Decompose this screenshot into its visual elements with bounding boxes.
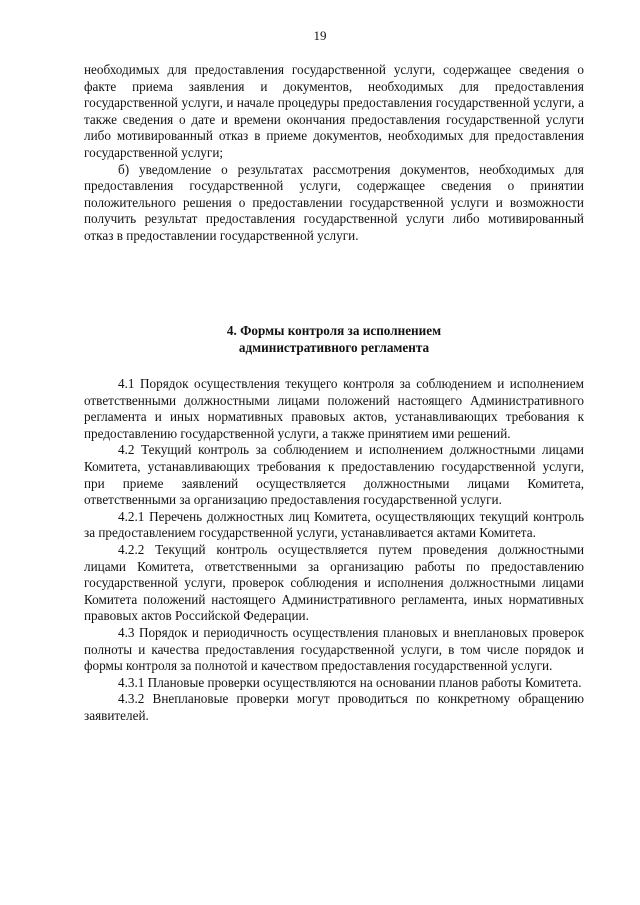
paragraph-4-3-2: 4.3.2 Внеплановые проверки могут проводиться по конкретному обращению заявителей. [84,691,584,723]
paragraph-b-notification: б) уведомление о результатах рассмотрения документов, необходимых для предоставления государственной услуги, содержащее сведения о принятии положительного решения о предоставлении государственной услуги и возможности получить результат предоставления государственной услуги либо мотивированный отказ в предоставлении государственной услуги. [84,161,584,243]
section-heading-line-2: административного регламента [238,340,430,355]
section-heading-line-1: 4. Формы контроля за исполнением [226,323,442,338]
paragraph-4-2-1: 4.2.1 Перечень должностных лиц Комитета, осуществляющих текущий контроль за предоставлением государственной услуги, устанавливается актами Комитета. [84,508,584,541]
section-text-block [84,376,584,724]
intro-text-block [84,62,584,245]
paragraph-4-2: 4.2 Текущий контроль за соблюдением и исполнением должностными лицами Комитета, устанавливающих требования к предоставлению государственной услуги, при приеме заявлений осуществляется должностными лицами Комитета, ответственными за организацию предоставления государственной услуги. [84,442,584,508]
page-number: 19 [313,28,327,43]
paragraph-4-1: 4.1 Порядок осуществления текущего контроля за соблюдением и исполнением ответственными должностными лицами положений настоящего Административного регламента и иных нормативных правовых актов, устанавливающих требования к предоставлению государственной услуги, а также принятием ими решений. [84,376,584,441]
section-heading [84,322,584,356]
paragraph-continuation: необходимых для предоставления государственной услуги, содержащее сведения о факте приема заявления и документов, необходимых для предоставления государственной услуги, и начале процедуры предоставления государственной услуги, а также сведения о дате и времени окончания предоставления государственной услуги либо мотивированный отказ в приеме документов, необходимых для предоставления государственной услуги; [84,62,584,160]
paragraph-4-3: 4.3 Порядок и периодичность осуществления плановых и внеплановых проверок полноты и качества предоставления государственной услуги, в том числе порядок и формы контроля за полнотой и качеством предоставления государственной услуги. [84,624,584,674]
paragraph-4-2-2: 4.2.2 Текущий контроль осуществляется путем проведения должностными лицами Комитета, ответственными за организацию работы по предоставлению государственной услуги, проверок соблюдения и исполнения должностными лицами Комитета положений настоящего Административного регламента, иных нормативных правовых актов Российской Федерации. [84,541,584,624]
paragraph-4-3-1: 4.3.1 Плановые проверки осуществляются на основании планов работы Комитета. [118,674,582,690]
